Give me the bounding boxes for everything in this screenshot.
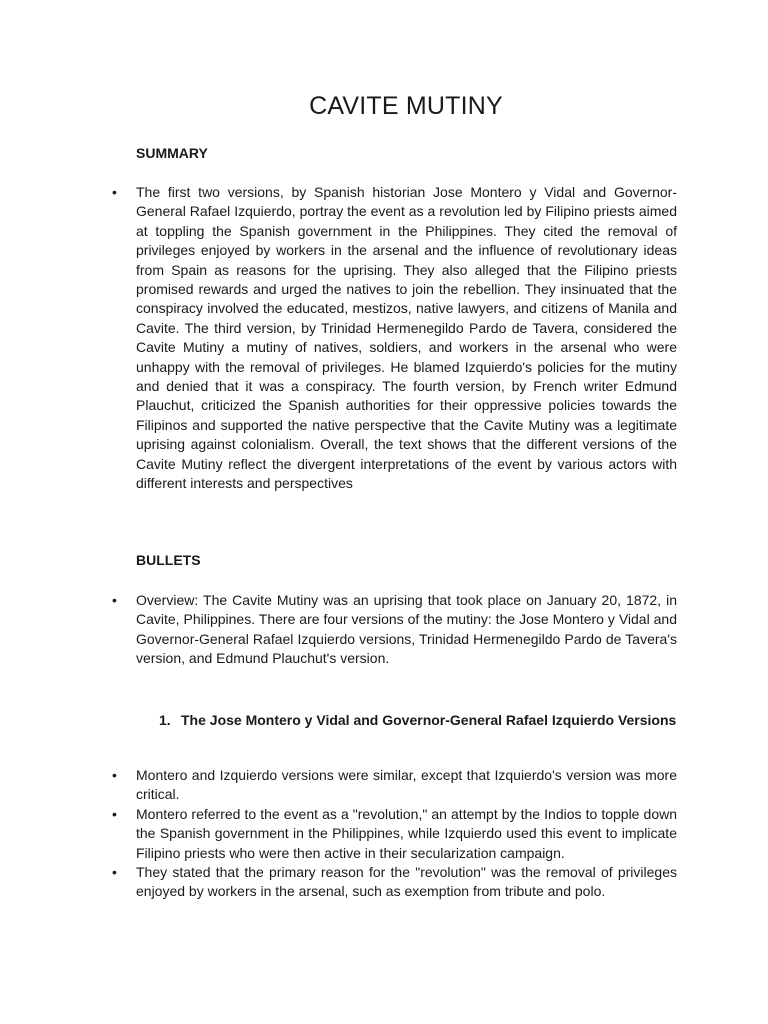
bullet-icon: •: [112, 805, 117, 822]
overview-list: [0, 591, 677, 669]
bullet-icon: •: [112, 592, 117, 608]
bullet-icon: •: [112, 767, 117, 783]
list-item-text: Montero and Izquierdo versions were similar, except that Izquierdo's version was more critical.: [136, 767, 677, 803]
bullet-icon: •: [112, 864, 117, 881]
summary-list: [0, 183, 677, 494]
list-item-text: They stated that the primary reason for the "revolution" was the removal of privileges enjoyed by workers in the arsenal, such as exemption from tribute and polo.: [136, 864, 677, 900]
summary-heading: SUMMARY: [136, 145, 208, 161]
section-1-title: The Jose Montero y Vidal and Governor-General Rafael Izquierdo Versions: [181, 712, 677, 728]
list-item: [0, 863, 677, 902]
section-1-number: 1.: [159, 712, 171, 728]
overview-bullet: [0, 591, 677, 669]
summary-paragraph: The first two versions, by Spanish historian Jose Montero y Vidal and Governor-General Rafael Izquierdo, portray the event as a revolution led by Filipino priests aimed at toppling the Spanish government in the Philippines. They cited the removal of privileges enjoyed by workers in the arsenal and the influence of revolutionary ideas from Spain as reasons for the uprising. They also alleged that the Filipino priests promised rewards and urged the natives to join the rebellion. They insinuated that the conspiracy involved the educated, mestizos, native lawyers, and citizens of Manila and Cavite. The third version, by Trinidad Hermenegildo Pardo de Tavera, considered the Cavite Mutiny a mutiny of natives, soldiers, and workers in the arsenal who were unhappy with the removal of privileges. He blamed Izquierdo's policies for the mutiny and denied that it was a conspiracy. The fourth version, by French writer Edmund Plauchut, criticized the Spanish authorities for their oppressive policies towards the Filipinos and supported the native perspective that the Cavite Mutiny was a legitimate uprising against colonialism. Overall, the text shows that the different versions of the Cavite Mutiny reflect the divergent interpretations of the event by various actors with different interests and perspectives: [136, 184, 677, 492]
list-item: [0, 805, 677, 863]
summary-bullet: [0, 183, 677, 494]
section-1-heading: [159, 708, 677, 732]
list-item: [0, 766, 677, 805]
list-item-text: Montero referred to the event as a "revolution," an attempt by the Indios to topple down the Spanish government in the Philippines, while Izquierdo used this event to implicate Filipino priests who were then active in their secularization campaign.: [136, 805, 677, 861]
bullet-icon: •: [112, 184, 117, 200]
overview-text: Overview: The Cavite Mutiny was an uprising that took place on January 20, 1872, in Cavite, Philippines. There are four versions of the mutiny: the Jose Montero y Vidal and Governor-General Rafael Izquierdo versions, Trinidad Hermenegildo Pardo de Tavera's version, and Edmund Plauchut's version.: [136, 592, 677, 667]
bullets-heading: BULLETS: [136, 552, 201, 568]
section-1-list: [0, 766, 677, 902]
document-title: CAVITE MUTINY: [309, 92, 503, 120]
